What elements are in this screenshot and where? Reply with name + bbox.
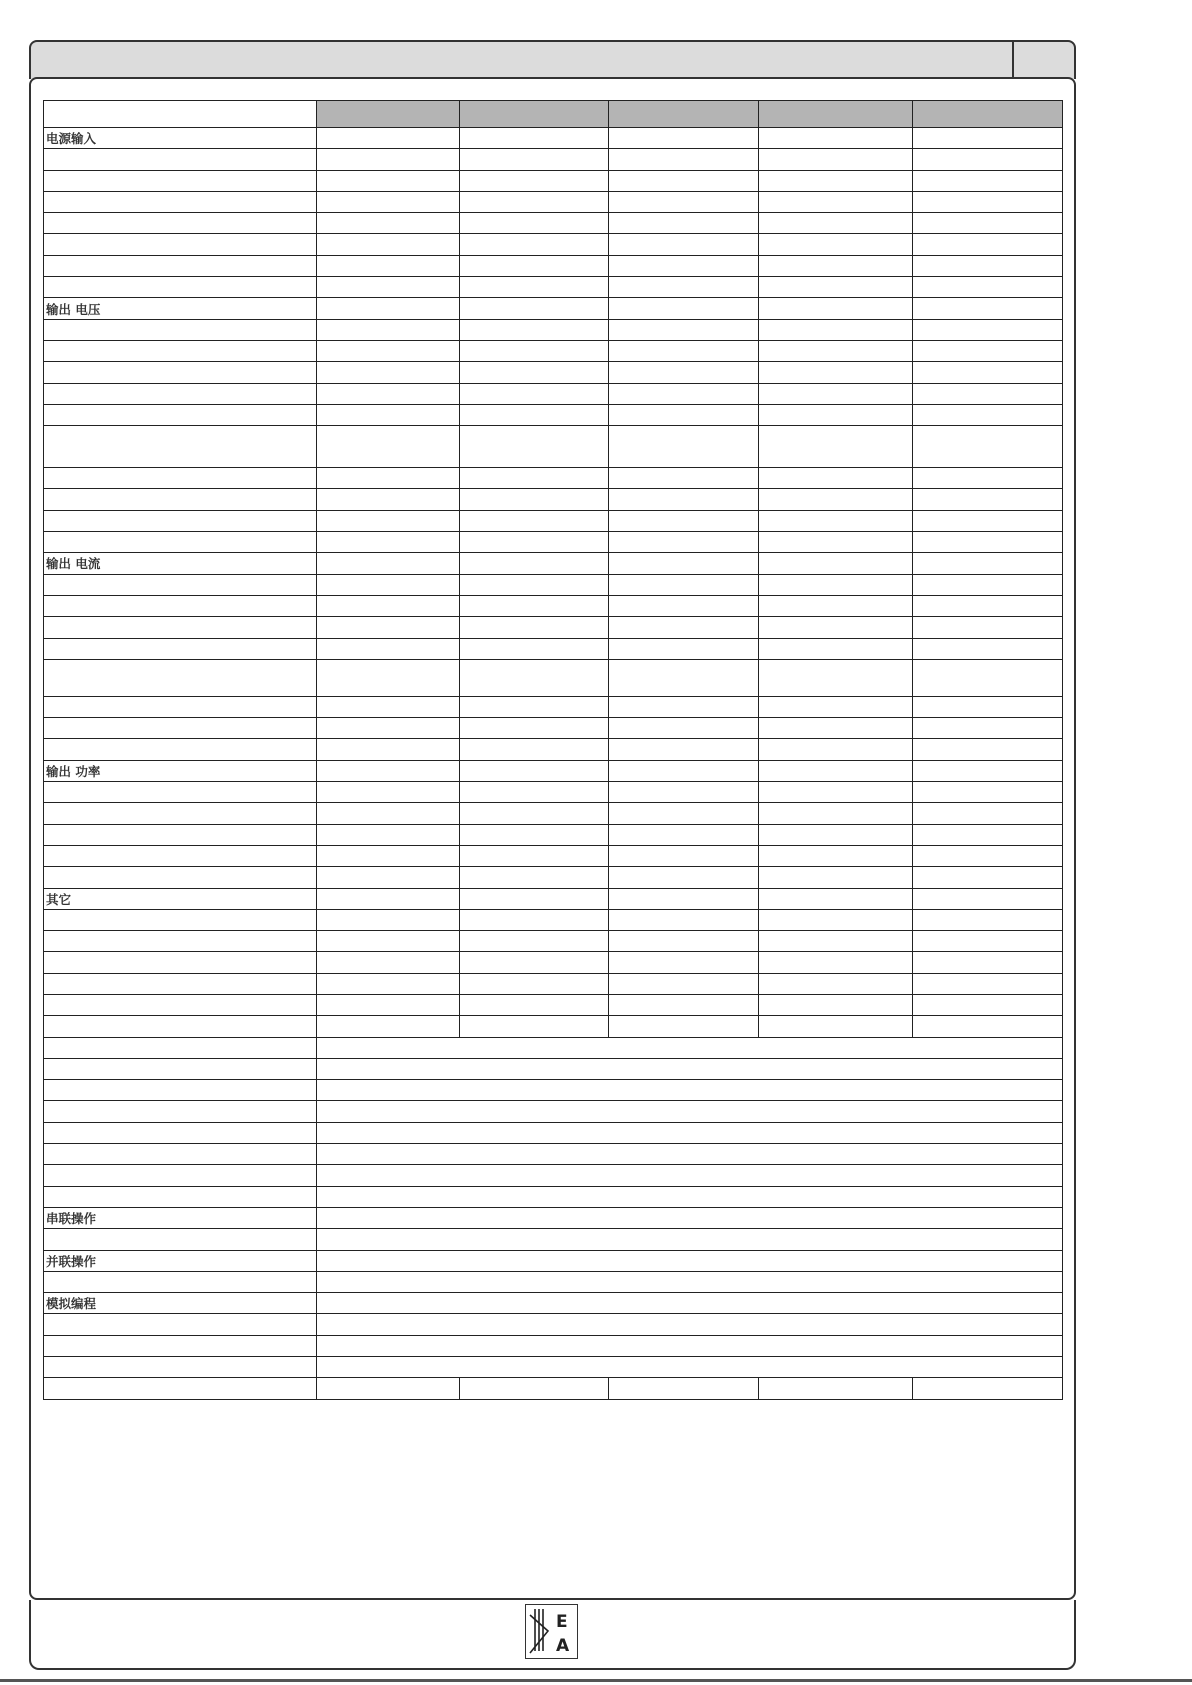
table-row: [44, 234, 1063, 255]
table-row: [44, 782, 1063, 803]
table-row: [44, 149, 1063, 170]
spec-table: [43, 100, 1063, 1400]
section-output-current: 输出 电流: [44, 553, 317, 574]
table-row: [44, 718, 1063, 739]
table-row: [44, 952, 1063, 973]
table-row: [44, 319, 1063, 340]
section-output-voltage: 输出 电压: [44, 298, 317, 319]
header-bar: [29, 40, 1076, 79]
section-other: 其它: [44, 888, 317, 909]
table-row: [44, 468, 1063, 489]
table-row: [44, 824, 1063, 845]
table-row: [44, 888, 1063, 909]
table-row: [44, 638, 1063, 659]
table-row: [44, 867, 1063, 888]
table-row: [44, 1165, 1063, 1186]
table-row: [44, 510, 1063, 531]
model-col-4: [759, 101, 913, 128]
table-row: [44, 617, 1063, 638]
table-row: [44, 191, 1063, 212]
table-row: [44, 170, 1063, 191]
table-row: [44, 1144, 1063, 1165]
table-row: [44, 931, 1063, 952]
header-divider: [1012, 42, 1014, 79]
table-row: [44, 1207, 1063, 1228]
table-row: [44, 298, 1063, 319]
table-row: [44, 1186, 1063, 1207]
table-header-row: [44, 101, 1063, 128]
section-analog-programming: 模拟编程: [44, 1293, 317, 1314]
table-row: [44, 1229, 1063, 1250]
table-row: [44, 595, 1063, 616]
model-col-5: [913, 101, 1063, 128]
table-row: [44, 1080, 1063, 1101]
model-col-2: [460, 101, 609, 128]
table-row: [44, 1250, 1063, 1271]
table-row: [44, 739, 1063, 760]
table-row: [44, 340, 1063, 361]
table-row: [44, 696, 1063, 717]
table-row: [44, 213, 1063, 234]
table-row: [44, 255, 1063, 276]
table-row: [44, 574, 1063, 595]
table-row: [44, 1037, 1063, 1058]
table-row: [44, 1357, 1063, 1378]
table-row: [44, 128, 1063, 149]
table-row: [44, 909, 1063, 930]
table-row: [44, 1122, 1063, 1143]
section-parallel-operation: 并联操作: [44, 1250, 317, 1271]
table-row: [44, 553, 1063, 574]
table-row: [44, 1271, 1063, 1292]
svg-text:E: E: [556, 1612, 568, 1632]
table-row: [44, 426, 1063, 468]
table-row: [44, 1335, 1063, 1356]
table-row: [44, 532, 1063, 553]
table-row: [44, 1293, 1063, 1314]
ea-logo: [525, 1604, 578, 1659]
table-row: [44, 1058, 1063, 1079]
svg-text:A: A: [556, 1636, 570, 1656]
table-row: [44, 362, 1063, 383]
model-col-1: [317, 101, 460, 128]
section-series-operation: 串联操作: [44, 1207, 317, 1228]
table-row: [44, 845, 1063, 866]
table-row: [44, 1101, 1063, 1122]
table-row: [44, 1016, 1063, 1037]
section-power-input: 电源输入: [44, 128, 317, 149]
table-row: [44, 973, 1063, 994]
table-row: [44, 760, 1063, 781]
table-row: [44, 404, 1063, 425]
section-output-power: 输出 功率: [44, 760, 317, 781]
table-row: [44, 489, 1063, 510]
table-row: [44, 383, 1063, 404]
table-row: [44, 1314, 1063, 1335]
model-col-3: [609, 101, 759, 128]
table-row: [44, 1378, 1063, 1399]
table-row: [44, 803, 1063, 824]
table-row: [44, 659, 1063, 696]
table-row: [44, 994, 1063, 1015]
table-row: [44, 277, 1063, 298]
bottom-rule: [0, 1679, 1192, 1682]
